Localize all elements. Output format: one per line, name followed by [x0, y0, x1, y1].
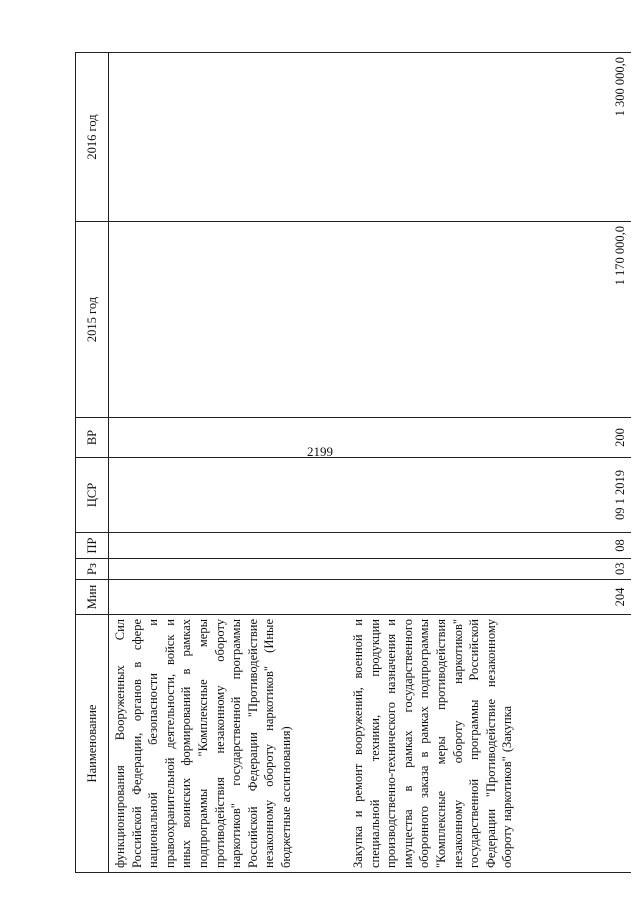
- row-2015: [109, 222, 348, 418]
- row-csr: [109, 458, 348, 533]
- header-2016: 2016 год: [76, 53, 109, 222]
- header-vr: ВР: [76, 418, 109, 458]
- table-header-row: [76, 53, 109, 873]
- table-row: [347, 53, 631, 873]
- budget-table: [75, 52, 631, 873]
- row-2015: 1 170 000,0: [347, 222, 631, 418]
- row-min: 204: [347, 580, 631, 615]
- row-csr: 09 1 2019: [347, 458, 631, 533]
- header-min: Мин: [76, 580, 109, 615]
- row-min: [109, 580, 348, 615]
- header-pr: ПР: [76, 533, 109, 559]
- row-name: функционирования Вооруженных Сил Российской Федерации, органов в сфере национальной безопасности и правоохранительной деятельности, войск и иных воинских формирований в рамках подпрограммы "Комплексные меры противодействия незаконному обороту наркотиков" государственной программы Российской Федерации "Противодействие незаконному обороту наркотиков" (Иные бюджетные ассигнования): [109, 615, 348, 873]
- row-pr: [109, 533, 348, 559]
- budget-table-frame: [75, 53, 628, 873]
- header-name: Наименование: [76, 615, 109, 873]
- row-vr: [109, 418, 348, 458]
- header-csr: ЦСР: [76, 458, 109, 533]
- table-row: [109, 53, 348, 873]
- row-2016: 1 300 000,0: [347, 53, 631, 222]
- row-pr: 08: [347, 533, 631, 559]
- header-rz: Рз: [76, 559, 109, 580]
- header-2015: 2015 год: [76, 222, 109, 418]
- row-rz: 03: [347, 559, 631, 580]
- row-name: Закупка и ремонт вооружений, военной и специальной техники, продукции производственно-технического назначения и имущества в рамках государственного оборонного заказа в рамках подпрограммы "Комплексные меры противодействия незаконному обороту наркотиков" государственной программы Российской Федерации "Противодействие незаконному обороту наркотиков" (Закупка: [347, 615, 631, 873]
- row-2016: [109, 53, 348, 222]
- row-rz: [109, 559, 348, 580]
- page-number: 2199: [307, 444, 333, 459]
- row-vr: 200: [347, 418, 631, 458]
